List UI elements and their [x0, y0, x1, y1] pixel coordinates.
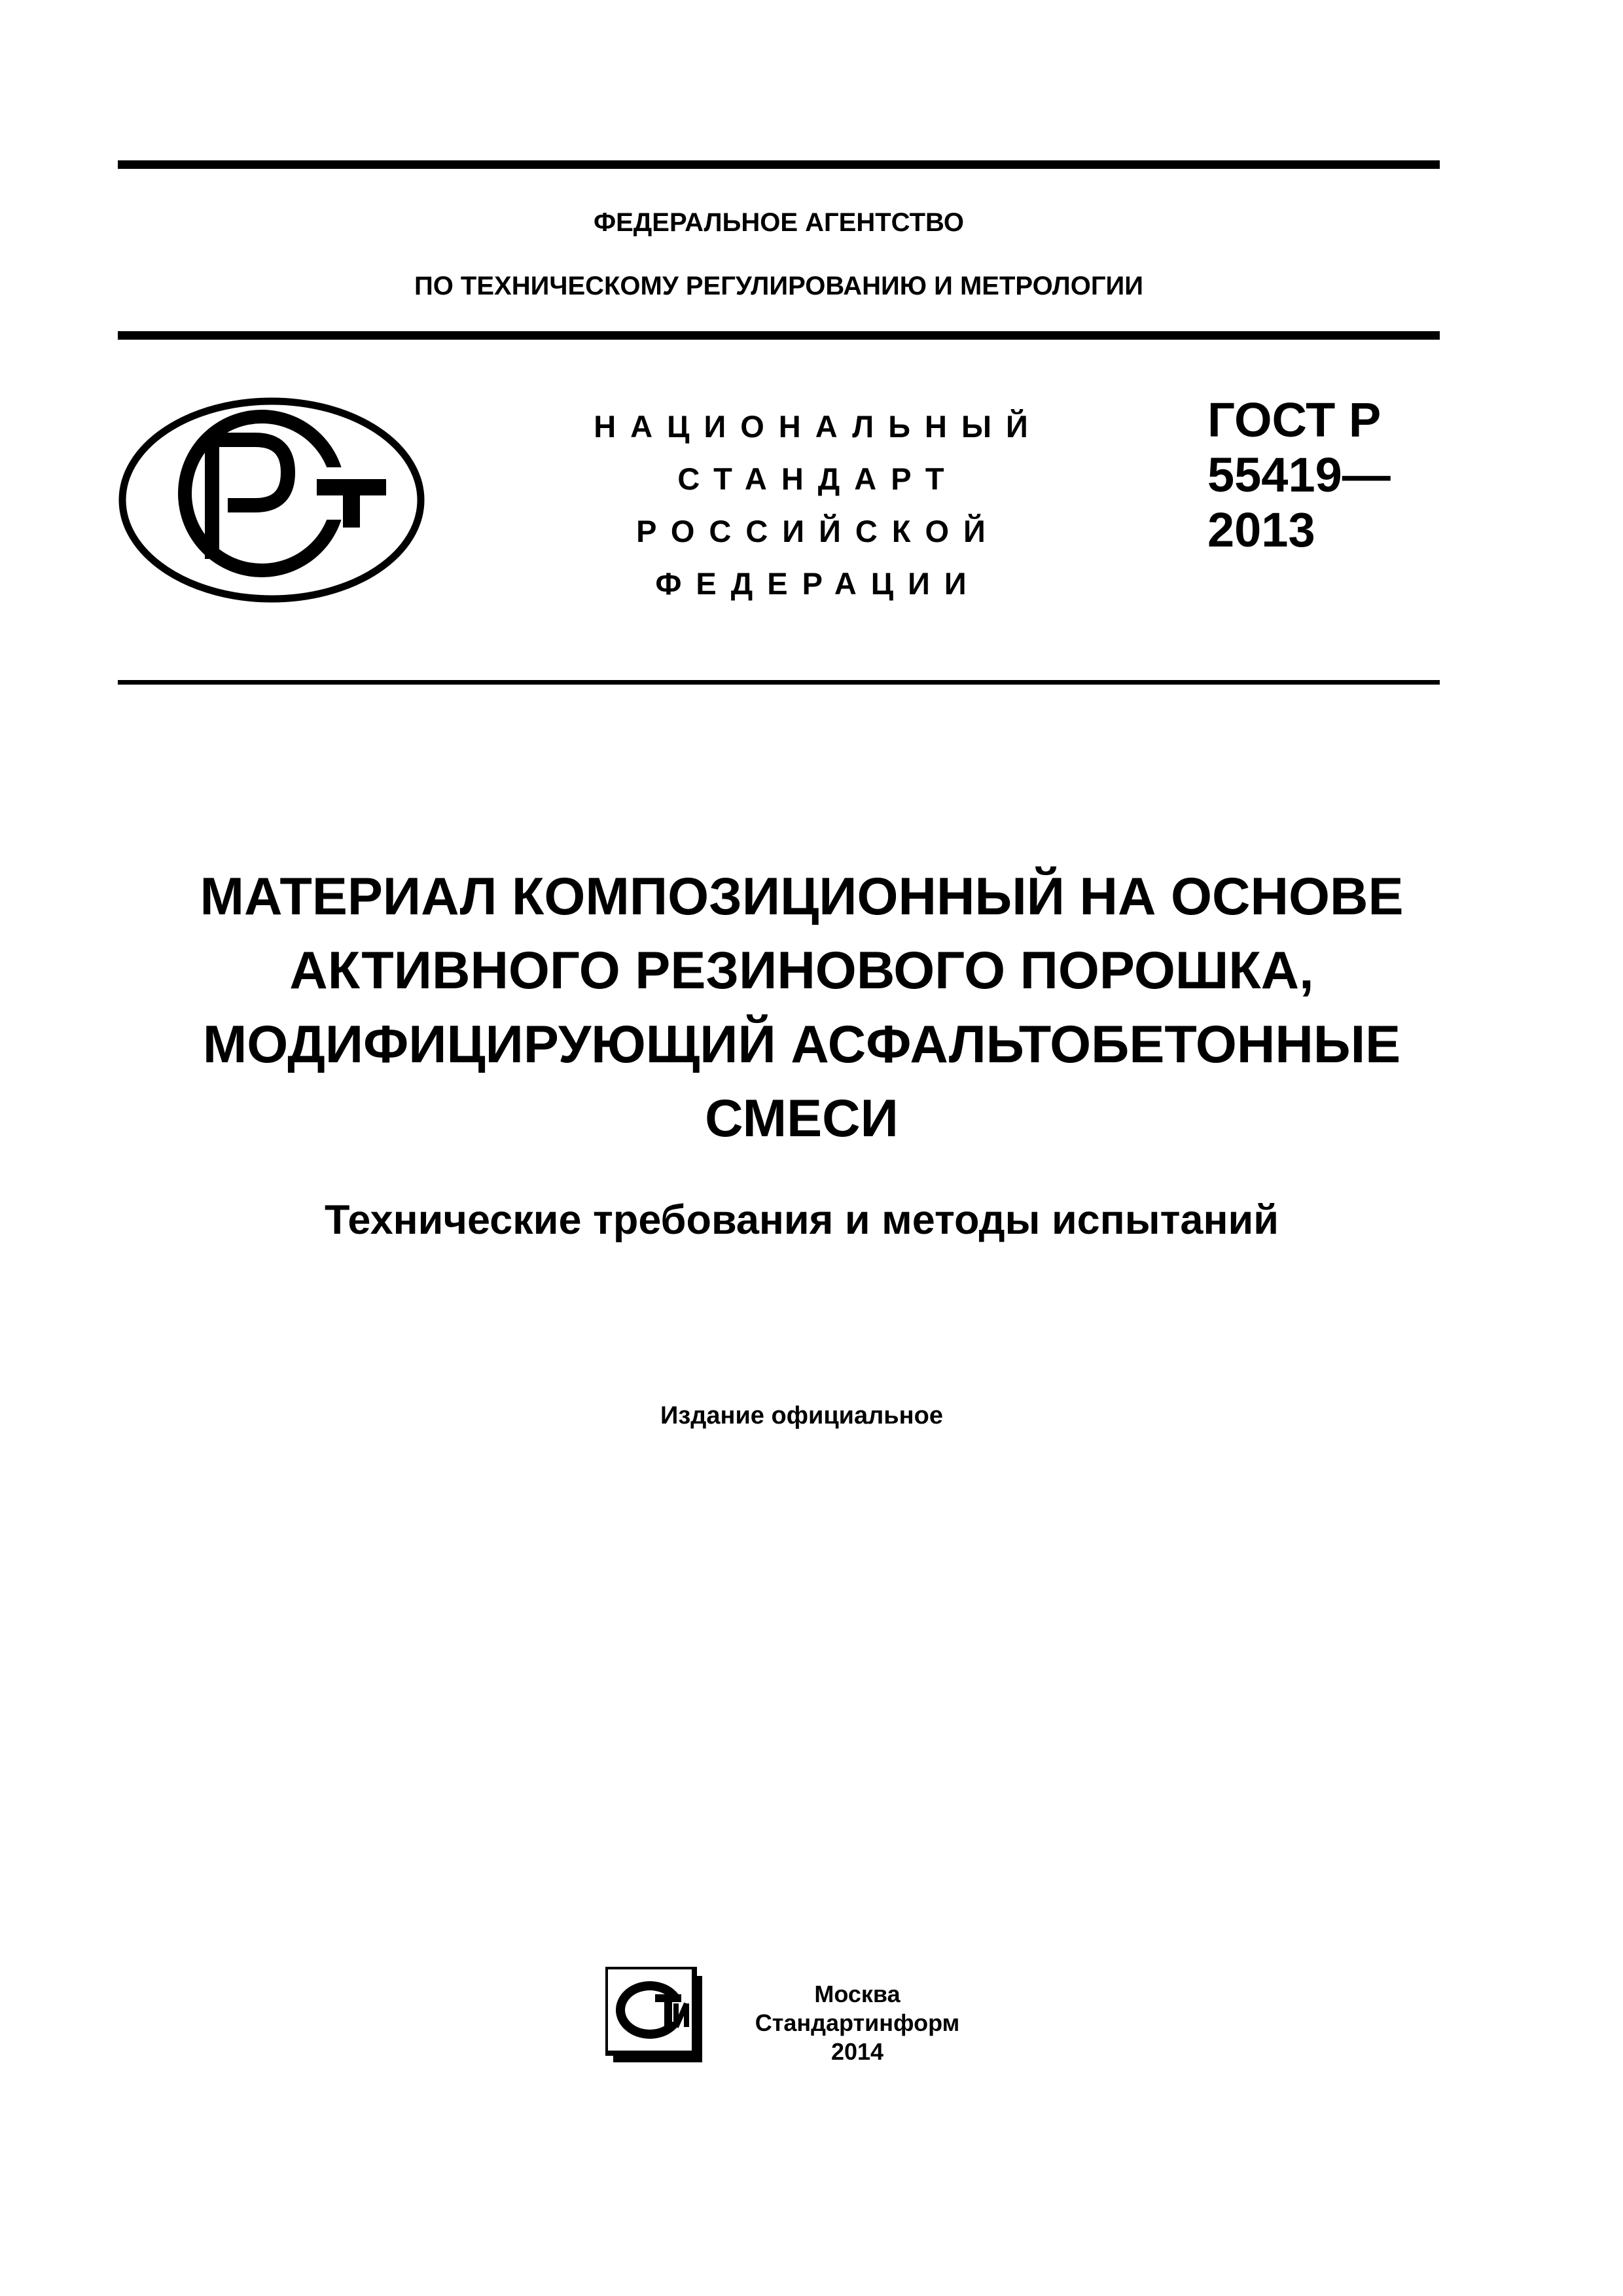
national-standard-line4: ФЕДЕРАЦИИ: [655, 566, 981, 601]
rst-logo-icon: [116, 395, 427, 605]
agency-name-line1: ФЕДЕРАЛЬНОЕ АГЕНТСТВО: [593, 208, 965, 237]
publisher-year: 2014: [830, 2038, 884, 2065]
national-standard-line1: НАЦИОНАЛЬНЫЙ: [594, 409, 1043, 444]
top-rule: [118, 160, 1440, 169]
title-line1: МАТЕРИАЛ КОМПОЗИЦИОННЫЙ НА ОСНОВЕ: [200, 867, 1404, 926]
standartinform-logo-icon: [605, 1967, 705, 2065]
title-line3: МОДИФИЦИРУЮЩИЙ АСФАЛЬТОБЕТОННЫЕ: [202, 1015, 1401, 1074]
publisher-city: Москва: [814, 1981, 901, 2007]
designation-line1: ГОСТ Р: [1207, 393, 1382, 447]
designation-line2: 55419—: [1207, 448, 1391, 502]
title-line4: СМЕСИ: [705, 1089, 899, 1148]
edition-label: Издание официальное: [660, 1402, 943, 1429]
agency-bottom-rule: [118, 331, 1440, 340]
national-standard-line2: СТАНДАРТ: [677, 461, 959, 496]
header-bottom-rule: [118, 680, 1440, 685]
publisher-name: Стандартинформ: [755, 2009, 960, 2036]
title-line2: АКТИВНОГО РЕЗИНОВОГО ПОРОШКА,: [289, 941, 1314, 1000]
subtitle: Технические требования и методы испытаний: [325, 1197, 1279, 1243]
agency-name-line2: ПО ТЕХНИЧЕСКОМУ РЕГУЛИРОВАНИЮ И МЕТРОЛОГИИ: [414, 272, 1144, 300]
national-standard-line3: РОССИЙСКОЙ: [636, 514, 1000, 548]
designation-line3: 2013: [1207, 503, 1315, 557]
